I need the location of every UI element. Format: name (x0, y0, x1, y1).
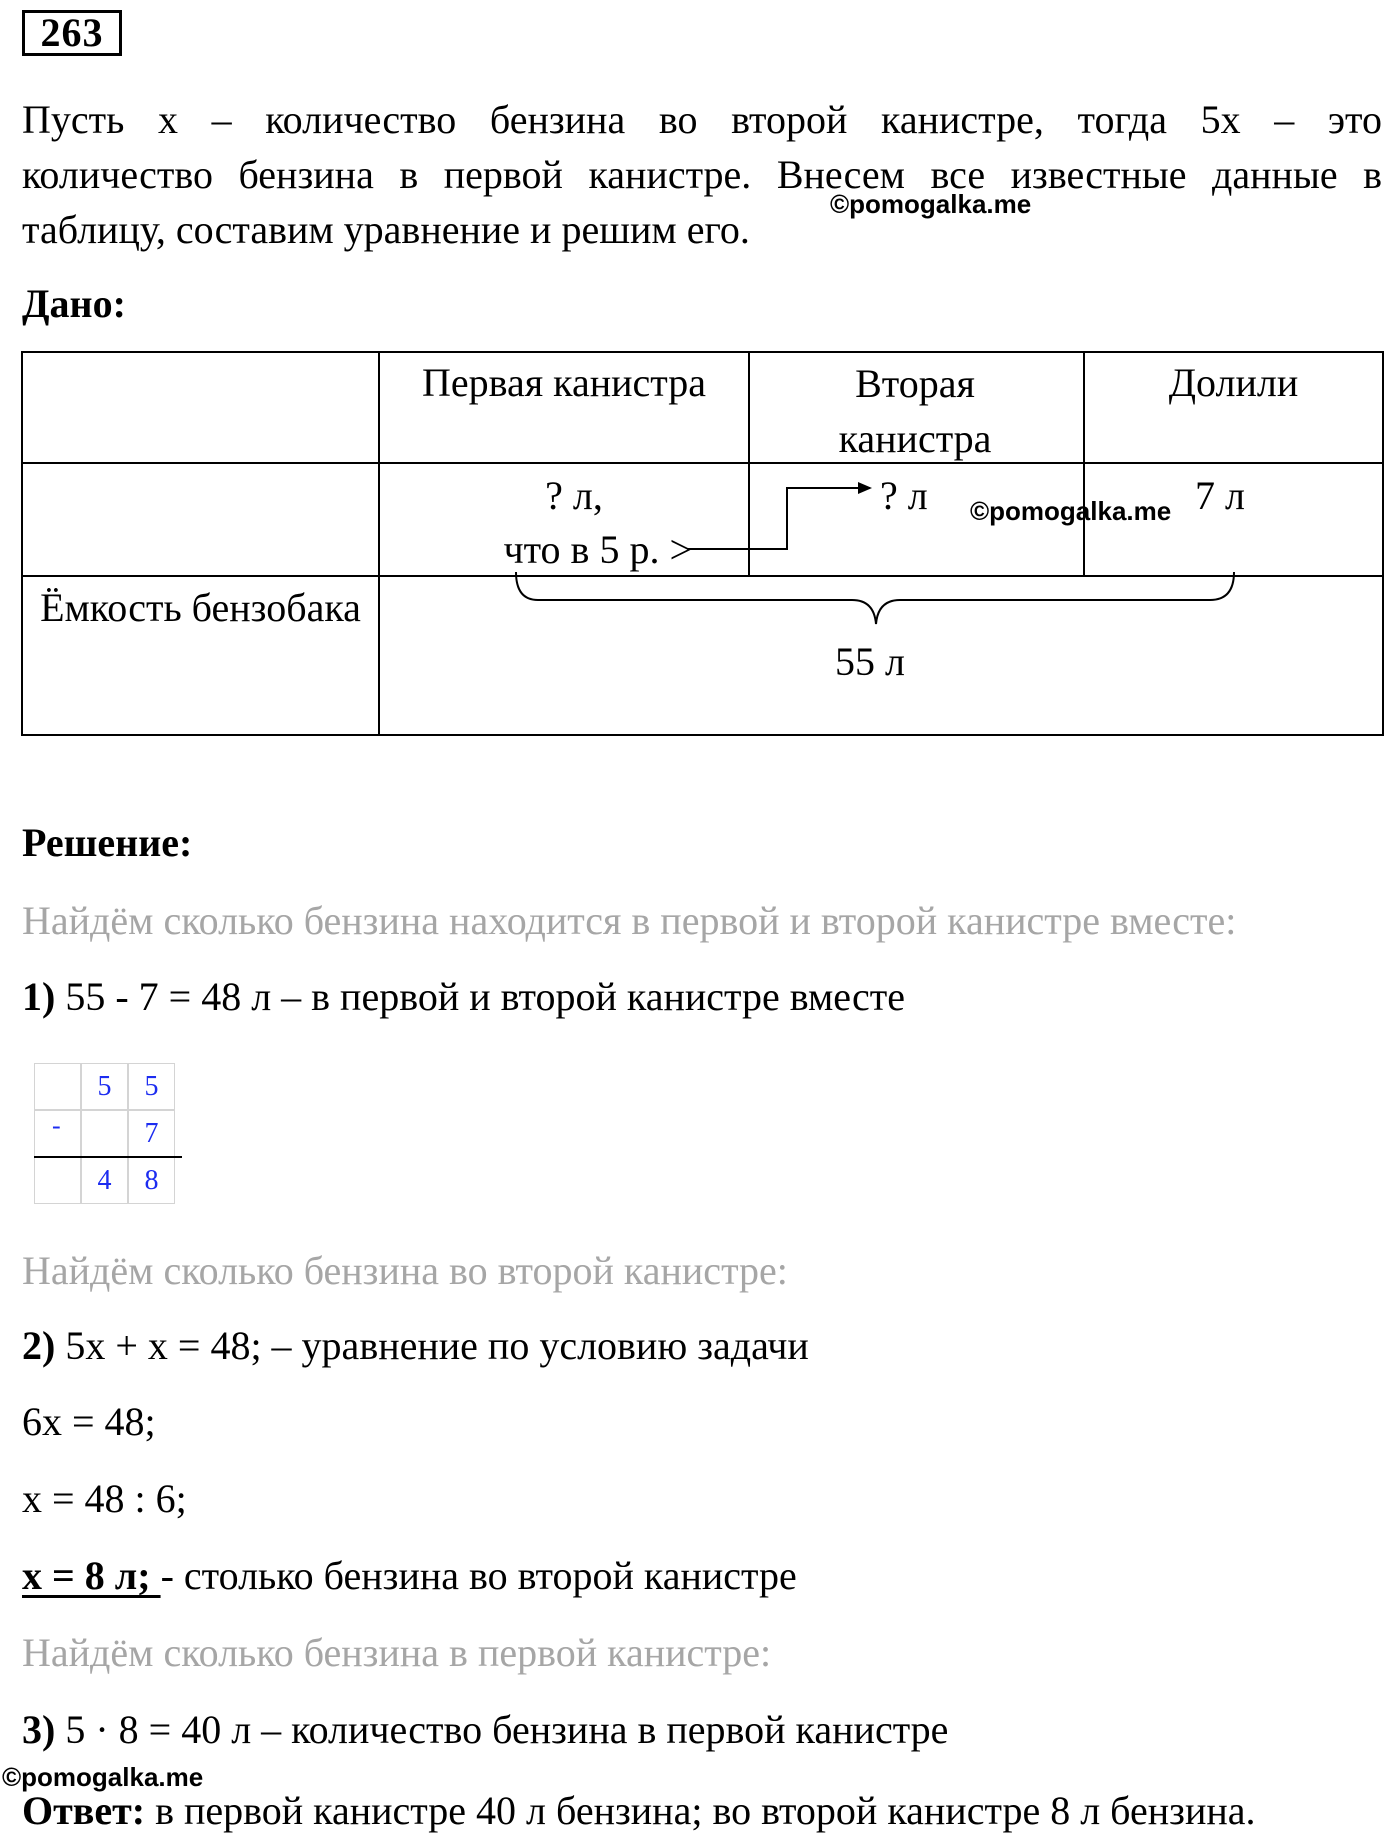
step2-hint: Найдём сколько бензина во второй канистре: (22, 1248, 788, 1293)
tank-capacity-label: Ёмкость бензобака (40, 585, 361, 630)
first-canister-unknown: ? л, (545, 473, 603, 518)
header-second-canister: Вторая канистра (838, 361, 992, 461)
header-first-canister: Первая канистра (421, 360, 707, 405)
step3-hint: Найдём сколько бензина в первой канистре: (22, 1630, 772, 1675)
relation-arrow (0, 0, 1400, 760)
intro-line-1: Пусть x – количество бензина во второй канистре, тогда 5x – это (22, 97, 1382, 142)
step1-number: 1) (22, 974, 56, 1019)
solution-heading: Решение: (22, 820, 193, 865)
step1-hint: Найдём сколько бензина находится в первой и второй канистре вместе: (22, 898, 1237, 943)
second-canister-amount: ? л (880, 473, 928, 518)
step2-number: 2) (22, 1323, 56, 1368)
intro-line-3: таблицу, составим уравнение и решим его. (22, 207, 750, 252)
step1-text: 55 - 7 = 48 л – в первой и второй канистре вместе (55, 974, 906, 1019)
result-digit-1: 4 (81, 1157, 128, 1204)
answer-text: в первой канистре 40 л бензина; во второй канистре 8 л бензина. (145, 1788, 1256, 1833)
watermark-bottom: ©pomogalka.me (2, 1762, 204, 1792)
first-canister-relation: что в 5 р. > (503, 527, 692, 572)
intro-line-2: количество бензина в первой канистре. Внесем все известные данные в (22, 152, 1382, 197)
header-added: Долили (1168, 360, 1299, 405)
step2-result: x = 8 л; (22, 1553, 161, 1598)
tank-capacity-total: 55 л (835, 639, 905, 684)
answer-line (22, 1789, 1256, 1833)
step2-line2: 6x = 48; (22, 1399, 156, 1444)
minus-sign: - (52, 1111, 61, 1140)
added-amount: 7 л (1195, 473, 1245, 518)
given-heading: Дано: (22, 281, 126, 326)
step3-line (22, 1708, 948, 1752)
step3-number: 3) (22, 1707, 56, 1752)
result-digit-2: 8 (128, 1157, 175, 1204)
step2-result-text: - столько бензина во второй канистре (160, 1553, 797, 1598)
subtrahend-digit-1 (81, 1110, 128, 1157)
minuend-digit-1: 5 (81, 1063, 128, 1110)
step1-line (22, 975, 905, 1019)
subtrahend-digit-2: 7 (128, 1110, 175, 1157)
step2-line3: x = 48 : 6; (22, 1476, 187, 1521)
answer-label: Ответ: (22, 1788, 146, 1833)
task-number: 263 (22, 10, 122, 56)
step2-line (22, 1324, 809, 1368)
step3-text: 5 · 8 = 40 л – количество бензина в первой канистре (55, 1707, 949, 1752)
watermark-table: ©pomogalka.me (970, 496, 1172, 526)
minuend-digit-2: 5 (128, 1063, 175, 1110)
result-bar (34, 1156, 182, 1158)
column-subtraction (34, 1063, 182, 1205)
step2-result-line (22, 1554, 797, 1598)
step2-text: 5x + x = 48; – уравнение по условию задачи (55, 1323, 809, 1368)
watermark: ©pomogalka.me (830, 189, 1032, 219)
